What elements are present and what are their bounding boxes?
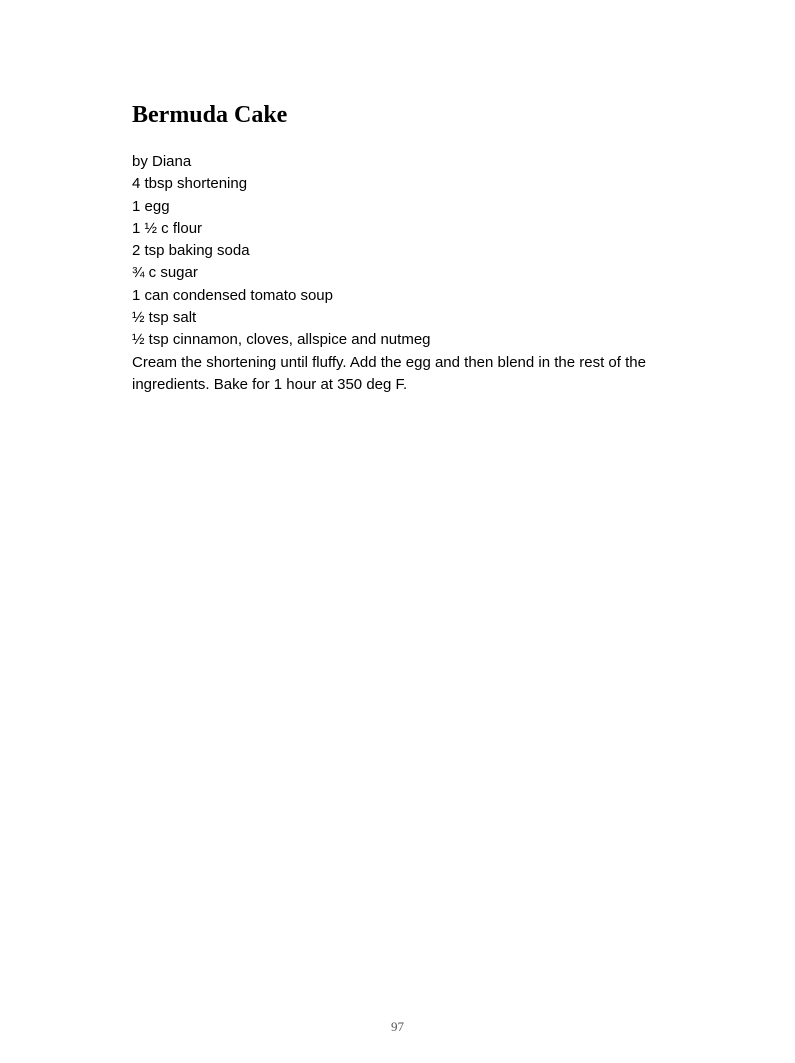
ingredient-line: 2 tsp baking soda bbox=[132, 242, 250, 260]
recipe-author: by Diana bbox=[132, 153, 192, 170]
ingredient-line: ½ tsp cinnamon, cloves, allspice and nutmeg bbox=[132, 331, 431, 349]
ingredient-line: ¾ c sugar bbox=[132, 264, 198, 282]
recipe-title: Bermuda Cake bbox=[132, 102, 288, 128]
ingredient-line: ½ tsp salt bbox=[132, 309, 197, 327]
page-number: 97 bbox=[391, 1019, 404, 1034]
recipe-body bbox=[132, 151, 672, 396]
ingredient-line: 1 ½ c flour bbox=[132, 219, 203, 237]
recipe-instructions: Cream the shortening until fluffy. Add the egg and then blend in the rest of the ingredients. Bake for 1 hour at 350 deg F. bbox=[132, 353, 646, 393]
ingredient-line: 1 can condensed tomato soup bbox=[132, 286, 333, 304]
ingredient-line: 4 tbsp shortening bbox=[132, 175, 248, 193]
ingredient-line: 1 egg bbox=[132, 197, 170, 215]
